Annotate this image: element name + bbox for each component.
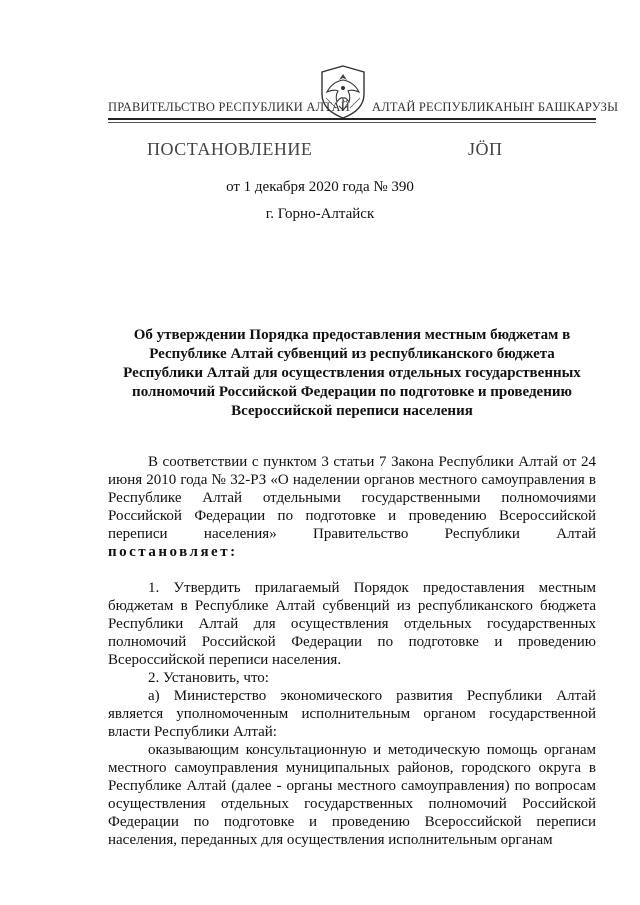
document-title: Об утверждении Порядка предоставления местным бюджетам в Республике Алтай субвенций из республиканского бюджета Республики Алтай для осуществления отдельных государственных полномочий Российской Федерации по подготовке и проведению Всероссийской переписи населения: [123, 327, 581, 419]
government-name-altai: АЛТАЙ РЕСПУБЛИКАНЫҤ БАШКАРУЗЫ: [372, 100, 619, 114]
document-body: [108, 453, 596, 849]
government-name-russian: ПРАВИТЕЛЬСТВО РЕСПУБЛИКИ АЛТАЙ: [108, 100, 350, 114]
resolution-date-number: от 1 декабря 2020 года № 390: [226, 179, 414, 195]
preamble-text: В соответствии с пунктом 3 статьи 7 Закона Республики Алтай от 24 июня 2010 года № 32-РЗ «О наделении органов местного самоуправления в Республике Алтай отдельными государственными полномочиями Российской Федерации по подготовке и проведению Всероссийской переписи населения» Правительство Республики Алтай: [108, 454, 596, 542]
doc-type-russian: ПОСТАНОВЛЕНИЕ: [147, 139, 313, 159]
header-rule-thin: [108, 122, 596, 123]
city-name: г. Горно-Алтайск: [265, 206, 375, 222]
clause-2-paragraph: 2. Установить, что:: [148, 670, 269, 686]
decree-keyword: постановляет:: [108, 544, 238, 560]
doc-type-altai: JӦП: [468, 139, 503, 159]
preamble-paragraph: [108, 453, 596, 561]
clause-1-paragraph: 1. Утвердить прилагаемый Порядок предоставления местным бюджетам в Республике Алтай субвенций из республиканского бюджета Республики Алтай для осуществления отдельных государственных полномочий Российской Федерации по подготовке и проведению Всероссийской переписи населения.: [108, 580, 596, 668]
header-rule-thick: [108, 118, 596, 120]
clause-2a-detail-paragraph: оказывающим консультационную и методическую помощь органам местного самоуправления муниципальных районов, городского округа в Республике Алтай (далее - органы местного самоуправления) по вопросам осуществления отдельных государственных полномочий Российской Федерации по подготовке и проведению Всероссийской переписи населения, переданных для осуществления исполнительным органам: [108, 742, 596, 848]
clause-2a-paragraph: а) Министерство экономического развития Республики Алтай является уполномоченным исполнительным органом государственной власти Республики Алтай:: [108, 688, 596, 740]
